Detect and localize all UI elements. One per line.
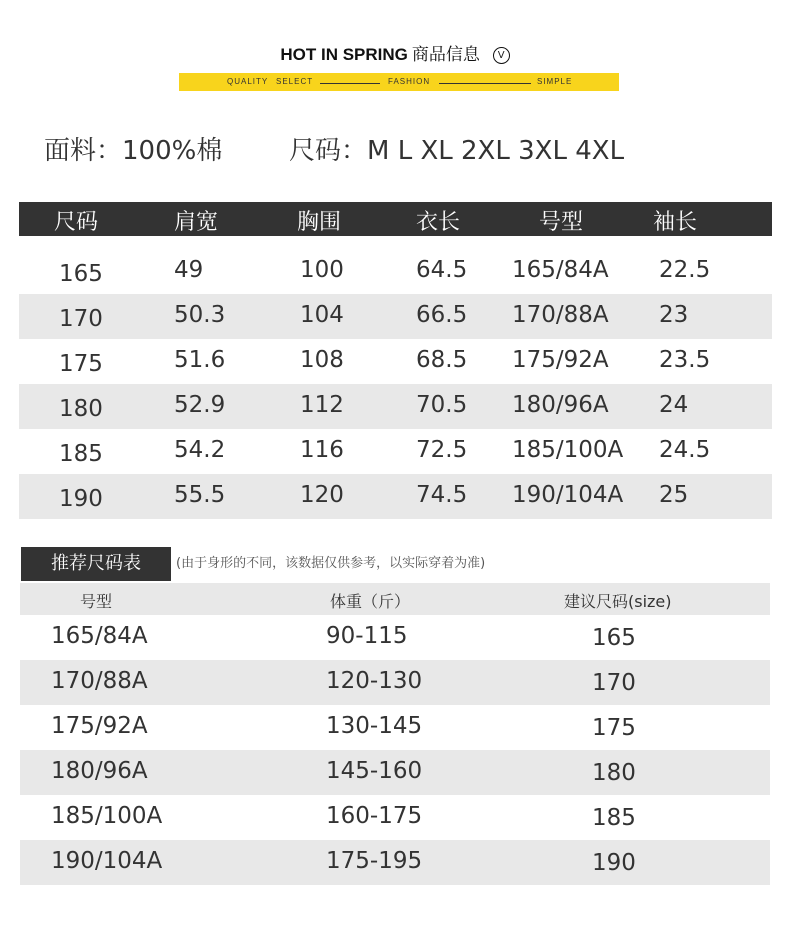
table-cell: 170/88A [51,668,148,694]
table-cell: 185/100A [512,437,624,463]
table-cell: 74.5 [416,482,468,508]
table-cell: 170/88A [512,302,609,328]
table-cell: 108 [300,347,344,373]
table-cell: 130-145 [326,713,423,739]
table-cell: 100 [300,257,344,283]
banner-word: SELECT [276,77,314,86]
table-row [19,429,772,474]
column-header: 号型 [80,592,113,611]
table-cell: 175/92A [51,713,148,739]
table-row [19,249,772,294]
table-cell: 190 [592,850,636,876]
table-row [20,705,770,750]
table-cell: 66.5 [416,302,468,328]
table-cell: 116 [300,437,344,463]
table-row [20,750,770,795]
table-cell: 23.5 [659,347,711,373]
banner-bar [179,73,619,91]
table-cell: 180 [59,396,103,422]
recommend-table-header [20,583,770,615]
table-cell: 70.5 [416,392,468,418]
banner-divider [320,83,380,84]
title-en: HOT IN SPRING [280,45,408,64]
table-cell: 51.6 [174,347,226,373]
table-cell: 180/96A [51,758,148,784]
table-cell: 185 [592,805,636,831]
table-cell: 120-130 [326,668,423,694]
table-row [19,294,772,339]
table-cell: 170 [592,670,636,696]
size-table-body [19,249,772,519]
table-cell: 54.2 [174,437,226,463]
table-cell: 185/100A [51,803,163,829]
table-row [19,474,772,519]
table-cell: 180/96A [512,392,609,418]
table-cell: 145-160 [326,758,423,784]
table-cell: 190/104A [512,482,624,508]
table-cell: 72.5 [416,437,468,463]
page-header [0,40,790,65]
table-row [20,615,770,660]
chevron-circle-icon: V [493,47,510,64]
table-cell: 55.5 [174,482,226,508]
banner-divider [439,83,531,84]
table-row [20,795,770,840]
table-cell: 25 [659,482,689,508]
table-cell: 68.5 [416,347,468,373]
table-cell: 160-175 [326,803,423,829]
recommend-title: 推荐尺码表 [21,547,171,581]
table-cell: 50.3 [174,302,226,328]
table-cell: 165/84A [512,257,609,283]
table-cell: 22.5 [659,257,711,283]
table-row [20,660,770,705]
table-row [20,840,770,885]
table-cell: 23 [659,302,689,328]
title-cn: 商品信息 [411,45,480,65]
table-cell: 64.5 [416,257,468,283]
table-cell: 170 [59,306,103,332]
recommend-table-body [20,615,770,885]
table-cell: 190/104A [51,848,163,874]
table-row [19,384,772,429]
recommend-note: (由于身形的不同，该数据仅供参考，以实际穿着为准) [176,556,486,571]
page-title [280,45,484,64]
column-header: 号型 [539,210,584,235]
table-cell: 175 [59,351,103,377]
banner-word: QUALITY [227,77,269,86]
table-cell: 52.9 [174,392,226,418]
table-cell: 165/84A [51,623,148,649]
column-header: 建议尺码(size) [564,592,672,611]
table-cell: 120 [300,482,344,508]
size-list-info: 尺码：M L XL 2XL 3XL 4XL [289,136,625,166]
banner-word: FASHION [388,77,431,86]
table-cell: 49 [174,257,204,283]
size-table-header [19,202,772,236]
material-info: 面料：100%棉 [44,136,223,166]
table-cell: 90-115 [326,623,408,649]
column-header: 胸围 [297,210,342,235]
table-cell: 190 [59,486,103,512]
banner-word: SIMPLE [537,77,573,86]
column-header: 尺码 [54,210,99,235]
size-table [19,202,772,519]
table-row [19,339,772,384]
table-cell: 165 [59,261,103,287]
table-cell: 165 [592,625,636,651]
table-cell: 175 [592,715,636,741]
recommend-table [20,583,770,885]
table-cell: 104 [300,302,344,328]
column-header: 肩宽 [174,210,219,235]
table-cell: 175/92A [512,347,609,373]
table-cell: 180 [592,760,636,786]
column-header: 袖长 [653,210,698,235]
column-header: 衣长 [416,210,461,235]
column-header: 体重（斤） [330,592,411,611]
table-cell: 24.5 [659,437,711,463]
table-cell: 24 [659,392,689,418]
table-cell: 112 [300,392,344,418]
table-cell: 185 [59,441,103,467]
table-cell: 175-195 [326,848,423,874]
